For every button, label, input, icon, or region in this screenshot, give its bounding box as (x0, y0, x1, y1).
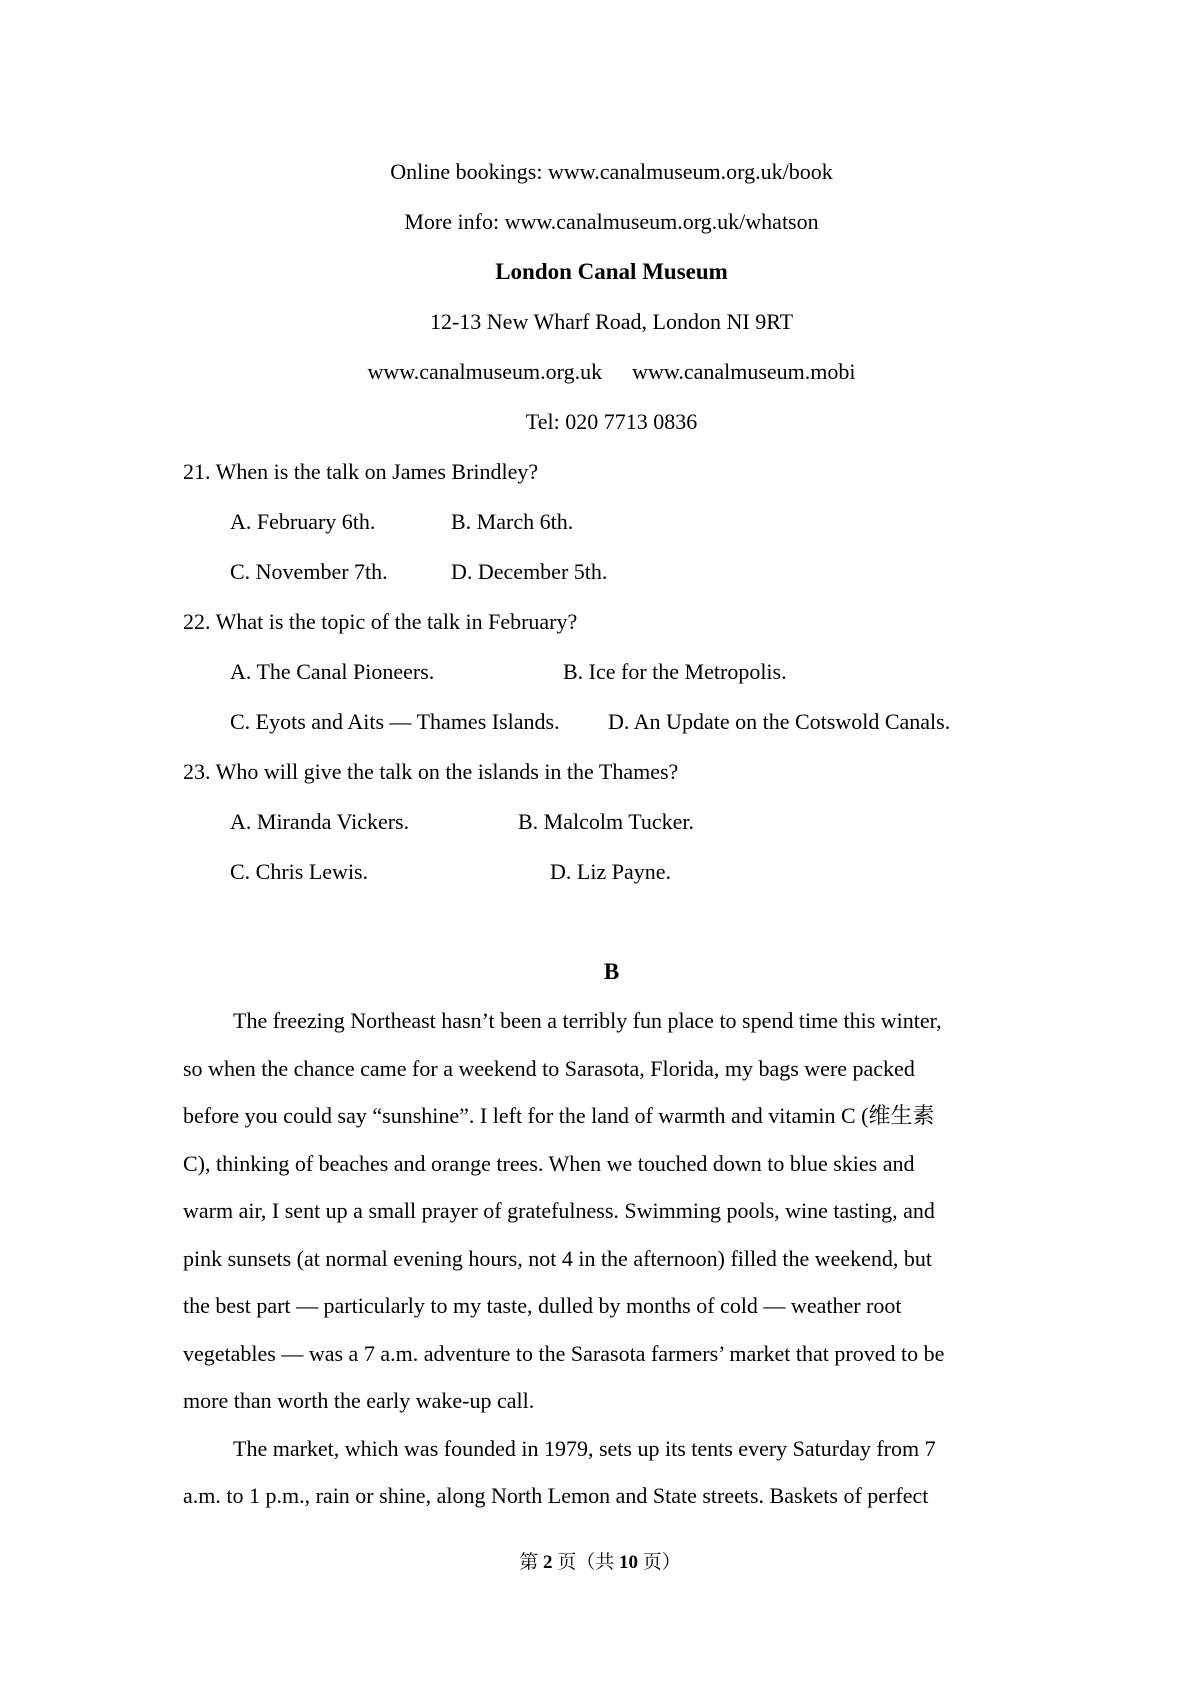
museum-websites (183, 347, 1040, 397)
question-23-prompt: 23. Who will give the talk on the islands in the Thames? (183, 759, 679, 784)
question-23-options-row-2 (230, 847, 1040, 897)
footer-prefix: 第 (519, 1552, 543, 1573)
option-22-c: C. Eyots and Aits — Thames Islands. (230, 709, 560, 734)
more-info-line: More info: www.canalmuseum.org.uk/whatson (404, 209, 819, 234)
paragraph-2-line: a.m. to 1 p.m., rain or shine, along North Lemon and State streets. Baskets of perfect (183, 1483, 929, 1508)
museum-telephone: Tel: 020 7713 0836 (525, 409, 698, 434)
footer-middle: 页（共 (552, 1552, 619, 1573)
footer-page-number: 2 (542, 1552, 553, 1573)
paragraph-1-line: pink sunsets (at normal evening hours, not 4 in the afternoon) filled the weekend, but (183, 1245, 933, 1271)
question-21-options-row-1 (230, 497, 1040, 547)
question-22-options-row-2 (230, 697, 1040, 747)
option-23-d: D. Liz Payne. (550, 859, 671, 884)
footer-total-pages: 10 (619, 1552, 638, 1573)
option-21-d: D. December 5th. (451, 559, 608, 584)
option-23-b: B. Malcolm Tucker. (518, 809, 695, 834)
option-22-d: D. An Update on the Cotswold Canals. (608, 709, 951, 734)
option-22-a: A. The Canal Pioneers. (230, 659, 435, 684)
online-bookings-line: Online bookings: www.canalmuseum.org.uk/book (390, 159, 833, 184)
museum-address: 12-13 New Wharf Road, London NI 9RT (429, 309, 794, 334)
paragraph-1-line: The freezing Northeast hasn’t been a terribly fun place to spend time this winter, (233, 1008, 942, 1033)
paragraph-1-line: so when the chance came for a weekend to Sarasota, Florida, my bags were packed (183, 1055, 915, 1081)
option-22-b: B. Ice for the Metropolis. (563, 659, 787, 684)
option-23-a: A. Miranda Vickers. (230, 809, 410, 834)
spacer (183, 897, 1040, 947)
question-23-options-row-1 (230, 797, 1040, 847)
footer-suffix: 页） (638, 1552, 681, 1573)
question-22-prompt: 22. What is the topic of the talk in February? (183, 609, 578, 634)
paragraph-1-line: C), thinking of beaches and orange trees. When we touched down to blue skies and (183, 1150, 915, 1176)
option-21-a: A. February 6th. (230, 509, 376, 534)
website-primary: www.canalmuseum.org.uk (367, 359, 603, 384)
question-21-options-row-2 (230, 547, 1040, 597)
paragraph-2-line: The market, which was founded in 1979, sets up its tents every Saturday from 7 (233, 1435, 936, 1461)
option-23-c: C. Chris Lewis. (230, 859, 369, 884)
paragraph-1-line: the best part — particularly to my taste, dulled by months of cold — weather root (183, 1293, 902, 1318)
page-number-footer (0, 1544, 1200, 1582)
section-b-label: B (603, 959, 620, 984)
paragraph-1-line: before you could say “sunshine”. I left for the land of warmth and vitamin C (维生素 (183, 1103, 935, 1128)
question-22-options-row-1 (230, 647, 1040, 697)
paragraph-1-line: vegetables — was a 7 a.m. adventure to the Sarasota farmers’ market that proved to be (183, 1340, 945, 1366)
website-mobile: www.canalmuseum.mobi (632, 359, 856, 384)
museum-name: London Canal Museum (495, 259, 728, 284)
paragraph-1-line: more than worth the early wake-up call. (183, 1388, 535, 1413)
option-21-b: B. March 6th. (451, 509, 574, 534)
paragraph-1-line: warm air, I sent up a small prayer of gratefulness. Swimming pools, wine tasting, and (183, 1198, 935, 1223)
option-21-c: C. November 7th. (230, 559, 388, 584)
question-21-prompt: 21. When is the talk on James Brindley? (183, 459, 539, 484)
